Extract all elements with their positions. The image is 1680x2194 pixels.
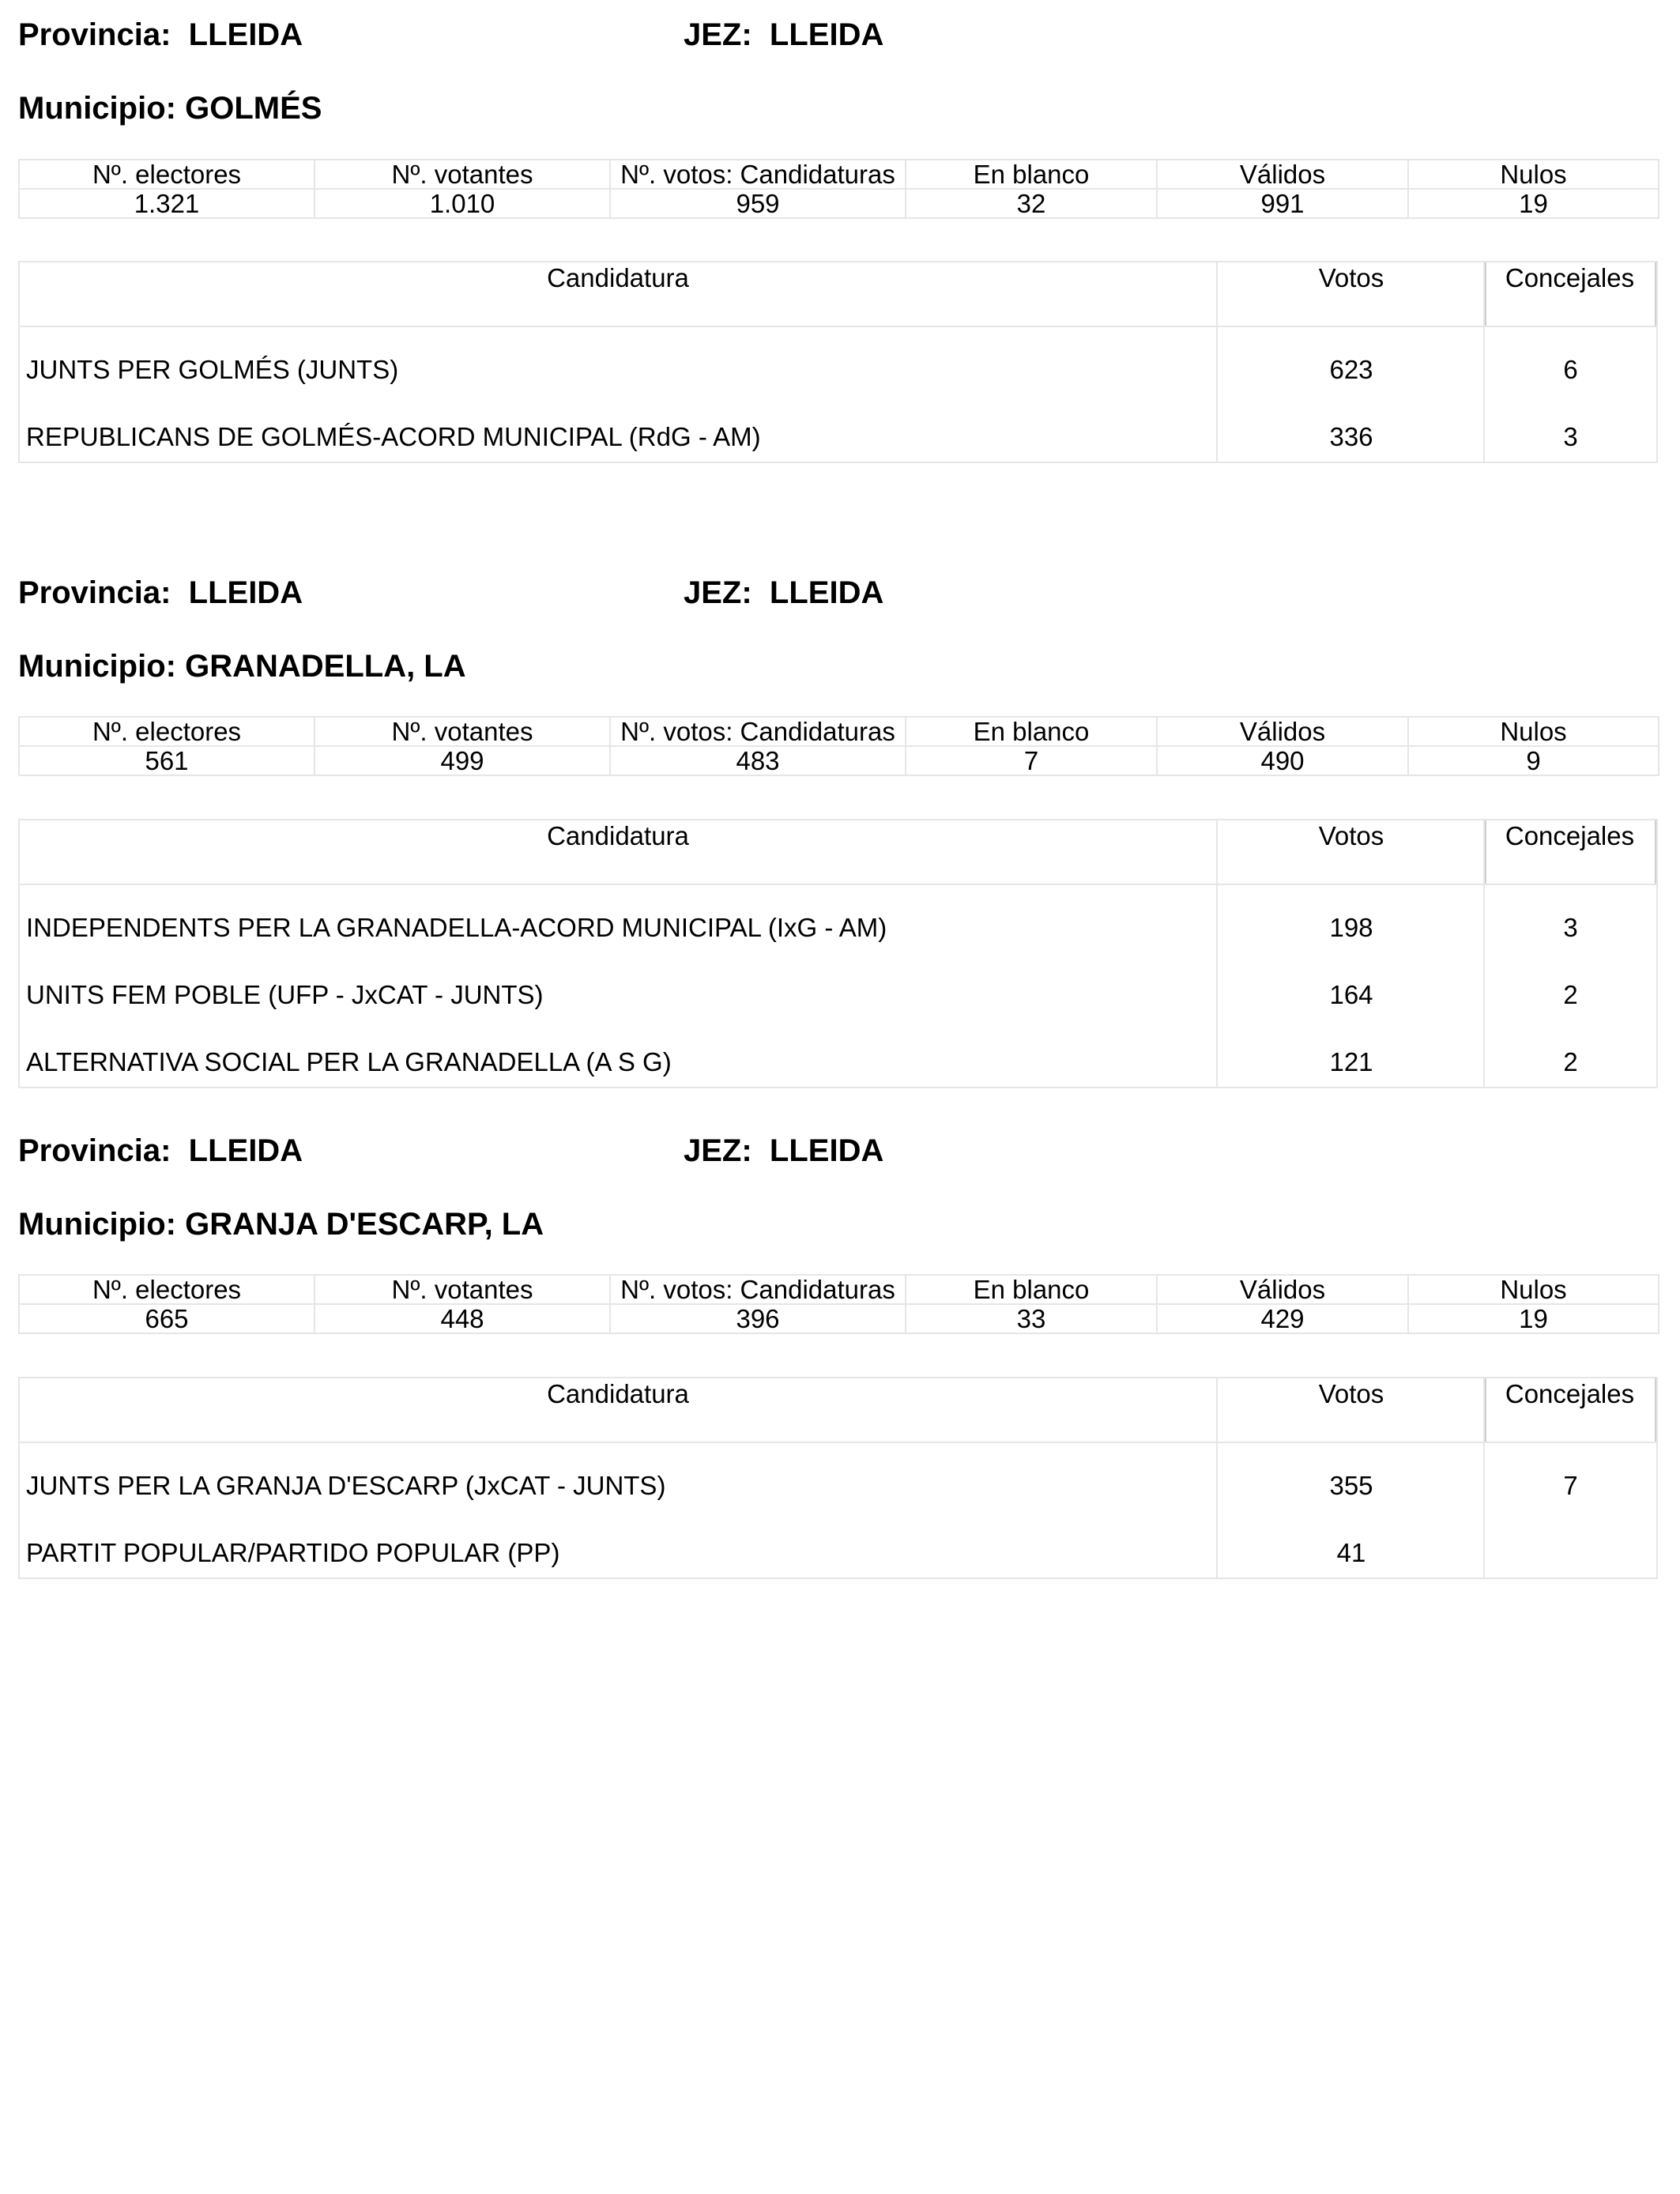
jez-value: LLEIDA (769, 1133, 884, 1168)
provincia-value: LLEIDA (188, 575, 303, 610)
summary-value: 7 (906, 746, 1157, 775)
summary-value: 1.321 (19, 189, 315, 218)
votos-header: Votos (1318, 821, 1384, 850)
summary-value: 9 (1408, 746, 1659, 775)
provincia-value: LLEIDA (188, 17, 303, 52)
candidate-seats: 2 (1563, 980, 1578, 1009)
summary-value: 483 (610, 746, 906, 775)
summary-value-row (19, 189, 1659, 218)
summary-header: Nulos (1408, 1275, 1659, 1304)
candidate-votes: 355 (1329, 1471, 1373, 1500)
provincia-line (18, 1132, 303, 1170)
candidate-name: JUNTS PER LA GRANJA D'ESCARP (JxCAT - JUNTS) (26, 1471, 666, 1500)
candidates-header-row (20, 820, 1656, 885)
candidate-name: INDEPENDENTS PER LA GRANADELLA-ACORD MUNICIPAL (IxG - AM) (26, 913, 887, 942)
summary-value-row (19, 1304, 1659, 1333)
candidate-name: PARTIT POPULAR/PARTIDO POPULAR (PP) (26, 1538, 560, 1567)
municipio-value: GRANADELLA, LA (185, 649, 466, 684)
summary-value: 33 (906, 1304, 1157, 1333)
provincia-line (18, 574, 303, 612)
table-row (20, 952, 1656, 1020)
jez-line (684, 574, 883, 612)
summary-value: 1.010 (315, 189, 610, 218)
summary-header-row (19, 717, 1659, 746)
jez-label: JEZ: (684, 17, 752, 52)
summary-header: Nº. votantes (315, 717, 610, 746)
summary-header: En blanco (906, 160, 1157, 189)
provincia-label: Provincia: (18, 17, 171, 52)
candidates-table (18, 1377, 1658, 1579)
jez-label: JEZ: (684, 1133, 752, 1168)
summary-value: 561 (19, 746, 315, 775)
municipio-value: GRANJA D'ESCARP, LA (185, 1207, 544, 1242)
table-row (20, 327, 1656, 394)
provincia-value: LLEIDA (188, 1133, 303, 1168)
summary-value: 665 (19, 1304, 315, 1333)
candidate-name: REPUBLICANS DE GOLMÉS-ACORD MUNICIPAL (RdG - AM) (26, 422, 761, 451)
candidate-name: ALTERNATIVA SOCIAL PER LA GRANADELLA (A S G) (26, 1047, 672, 1076)
candidate-name: UNITS FEM POBLE (UFP - JxCAT - JUNTS) (26, 980, 544, 1009)
summary-header: En blanco (906, 717, 1157, 746)
provincia-label: Provincia: (18, 1133, 171, 1168)
provincia-label: Provincia: (18, 575, 171, 610)
candidate-seats: 7 (1563, 1471, 1578, 1500)
candidatura-header: Candidatura (547, 821, 689, 850)
summary-header: Nº. electores (19, 1275, 315, 1304)
candidate-votes: 121 (1329, 1047, 1373, 1076)
summary-header: En blanco (906, 1275, 1157, 1304)
summary-header: Válidos (1157, 1275, 1408, 1304)
summary-value: 32 (906, 189, 1157, 218)
table-row (20, 1443, 1656, 1510)
summary-header: Nº. votantes (315, 160, 610, 189)
jez-value: LLEIDA (769, 17, 884, 52)
candidatura-header: Candidatura (547, 1379, 689, 1408)
summary-header: Nulos (1408, 717, 1659, 746)
municipio-line (18, 1205, 544, 1243)
table-row (20, 394, 1656, 462)
summary-header-row (19, 1275, 1659, 1304)
votos-header: Votos (1318, 263, 1384, 292)
candidate-seats: 3 (1563, 422, 1578, 451)
summary-header: Nº. votos: Candidaturas (610, 1275, 906, 1304)
candidates-table (18, 261, 1658, 463)
candidate-votes: 198 (1329, 913, 1373, 942)
summary-header: Nº. votantes (315, 1275, 610, 1304)
summary-header: Válidos (1157, 160, 1408, 189)
candidate-votes: 164 (1329, 980, 1373, 1009)
candidatura-header: Candidatura (547, 263, 689, 292)
summary-value: 396 (610, 1304, 906, 1333)
municipio-line (18, 647, 466, 685)
concejales-header: Concejales (1505, 821, 1635, 850)
municipio-value: GOLMÉS (185, 91, 322, 126)
summary-table (18, 159, 1659, 219)
votos-header: Votos (1318, 1379, 1384, 1408)
candidate-seats: 2 (1563, 1047, 1578, 1076)
summary-value: 991 (1157, 189, 1408, 218)
candidates-table (18, 819, 1658, 1088)
summary-header-row (19, 160, 1659, 189)
candidate-votes: 336 (1329, 422, 1373, 451)
summary-value: 959 (610, 189, 906, 218)
concejales-header: Concejales (1505, 1379, 1635, 1408)
summary-value: 19 (1408, 189, 1659, 218)
summary-header: Nº. votos: Candidaturas (610, 160, 906, 189)
summary-header: Nulos (1408, 160, 1659, 189)
candidates-header-row (20, 262, 1656, 327)
candidate-name: JUNTS PER GOLMÉS (JUNTS) (26, 355, 399, 384)
jez-line (684, 16, 883, 54)
table-row (20, 1510, 1656, 1578)
summary-table (18, 1274, 1659, 1334)
summary-value: 19 (1408, 1304, 1659, 1333)
candidates-header-row (20, 1378, 1656, 1443)
concejales-header: Concejales (1505, 263, 1635, 292)
jez-value: LLEIDA (769, 575, 884, 610)
summary-value: 490 (1157, 746, 1408, 775)
candidate-votes: 41 (1336, 1538, 1366, 1567)
summary-value-row (19, 746, 1659, 775)
summary-header: Nº. votos: Candidaturas (610, 717, 906, 746)
summary-header: Nº. electores (19, 160, 315, 189)
summary-header: Nº. electores (19, 717, 315, 746)
summary-value: 429 (1157, 1304, 1408, 1333)
candidate-seats: 6 (1563, 355, 1578, 384)
summary-value: 448 (315, 1304, 610, 1333)
jez-line (684, 1132, 883, 1170)
table-row (20, 1020, 1656, 1087)
municipio-line (18, 89, 322, 127)
municipio-label: Municipio: (18, 649, 176, 684)
summary-value: 499 (315, 746, 610, 775)
municipio-label: Municipio: (18, 1207, 176, 1242)
candidate-votes: 623 (1329, 355, 1373, 384)
summary-header: Válidos (1157, 717, 1408, 746)
summary-table (18, 716, 1659, 776)
municipio-label: Municipio: (18, 91, 176, 126)
table-row (20, 885, 1656, 952)
provincia-line (18, 16, 303, 54)
candidate-seats: 3 (1563, 913, 1578, 942)
jez-label: JEZ: (684, 575, 752, 610)
